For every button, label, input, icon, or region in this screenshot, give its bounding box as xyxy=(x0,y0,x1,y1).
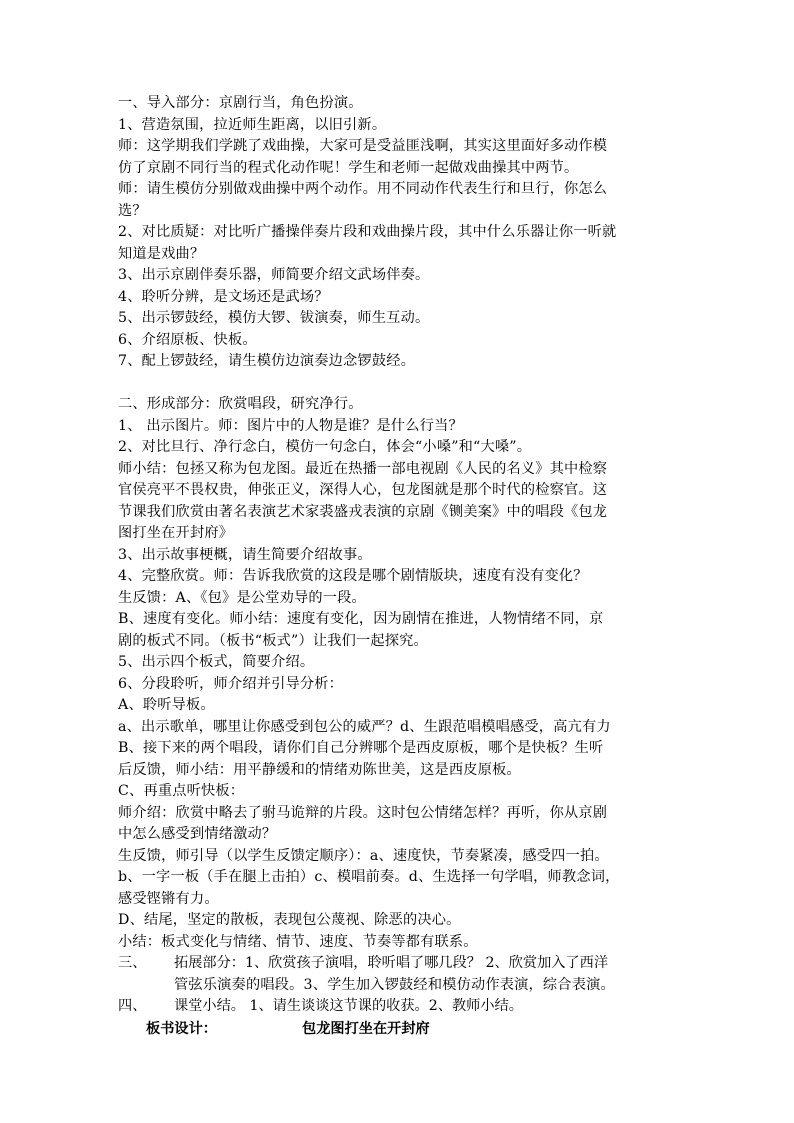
text-line: 2、对比旦行、净行念白，模仿一句念白，体会“小嗓”和“大嗓”。 xyxy=(118,439,532,455)
text-line: A、聆听导板。 xyxy=(118,697,215,713)
text-line: 二、形成部分：欣赏唱段，研究净行。 xyxy=(118,396,363,412)
text-line: 6、介绍原板、快板。 xyxy=(118,331,257,348)
text-line: 师介绍：欣赏中略去了驸马诡辩的片段。这时包公情绪怎样？再听，你从京剧 xyxy=(118,804,608,821)
section-three-line-2: 管弦乐演奏的唱段。3、学生加入锣鼓经和模仿动作表演，综合表演。 xyxy=(174,976,615,993)
text-line: 官侯亮平不畏权贵，伸张正义，深得人心，包龙图就是那个时代的检察官。这 xyxy=(118,482,608,498)
text-line: D、结尾，坚定的散板，表现包公蔑视、除恶的决心。 xyxy=(118,912,461,928)
section-four-number: 四、 xyxy=(118,998,147,1014)
section-four-text: 课堂小结。 1、请生谈谈这节课的收获。2、教师小结。 xyxy=(174,998,523,1014)
text-line: 师小结：包拯又称为包龙图。最近在热播一部电视剧《人民的名义》其中检察 xyxy=(118,460,608,477)
text-line: B、速度有变化。师小结：速度有变化，因为剧情在推进，人物情绪不同，京 xyxy=(118,611,604,627)
section-three-line-1: 拓展部分：1、欣赏孩子演唱，聆听唱了哪几段？ 2、欣赏加入了西洋 xyxy=(174,955,609,971)
blank-line xyxy=(118,373,678,395)
board-design-title: 包龙图打坐在开封府 xyxy=(302,1020,430,1037)
document-body xyxy=(118,93,678,1040)
text-line: 5、出示四个板式，简要介绍。 xyxy=(118,654,315,670)
section-three-row xyxy=(118,953,678,975)
text-line: C、再重点听快板： xyxy=(118,783,245,799)
section-three-number: 三、 xyxy=(118,955,147,971)
text-line: 小结：板式变化与情绪、情节、速度、节奏等都有联系。 xyxy=(118,933,478,950)
board-design-row xyxy=(118,1019,678,1041)
text-line: 6、分段聆听，师介绍并引导分析： xyxy=(118,675,344,692)
text-line: 1、 出示图片。师：图片中的人物是谁？是什么行当？ xyxy=(118,417,463,434)
text-line: 3、出示京剧伴奏乐器，师简要介绍文武场伴奏。 xyxy=(118,267,430,283)
text-line: 一、导入部分：京剧行当，角色扮演。 xyxy=(118,95,363,111)
text-line: 师：请生模仿分别做戏曲操中两个动作。用不同动作代表生行和旦行，你怎么 xyxy=(118,181,608,197)
text-line: B、接下来的两个唱段，请你们自己分辨哪个是西皮原板，哪个是快板？生听 xyxy=(118,740,604,756)
text-line: 中怎么感受到情绪激动？ xyxy=(118,826,277,842)
text-line: 图打坐在开封府》 xyxy=(118,525,234,541)
text-line: 4、聆听分辨，是文场还是武场？ xyxy=(118,288,329,305)
text-line: b、一字一板（手在腿上击拍）c、模唱前奏。d、生选择一句学唱，师教念词， xyxy=(118,869,620,885)
text-line: 选？ xyxy=(118,202,147,219)
text-line: 感受铿锵有力。 xyxy=(118,890,219,907)
section-four-row xyxy=(118,996,678,1018)
text-line: 仿了京剧不同行当的程式化动作呢！学生和老师一起做戏曲操其中两节。 xyxy=(118,159,579,176)
text-line: a、出示歌单，哪里让你感受到包公的威严？d、生跟范唱模唱感受，高亢有力 xyxy=(118,718,611,735)
text-line: 后反馈，师小结：用平静缓和的情绪劝陈世美，这是西皮原板。 xyxy=(118,761,521,778)
text-line: 剧的板式不同。（板书“板式”）让我们一起探究。 xyxy=(118,632,428,649)
text-line: 1、营造氛围，拉近师生距离，以旧引新。 xyxy=(118,116,387,133)
lesson-plan-lines xyxy=(118,93,678,953)
text-line: 2、对比质疑：对比听广播操伴奏片段和戏曲操片段，其中什么乐器让你一听就 xyxy=(118,224,617,240)
text-line: 5、出示锣鼓经，模仿大锣、钹演奏，师生互动。 xyxy=(118,310,430,326)
text-line: 4、完整欣赏。师：告诉我欣赏的这段是哪个剧情版块，速度有没有变化？ xyxy=(118,568,588,584)
text-line: 知道是戏曲？ xyxy=(118,245,205,262)
text-line: 3、出示故事梗概，请生简要介绍故事。 xyxy=(118,546,372,563)
text-line: 生反馈，师引导（以学生反馈定顺序）：a、速度快，节奏紧凑，感受四一拍。 xyxy=(118,847,609,864)
text-line: 节课我们欣赏由著名表演艺术家裘盛戎表演的京剧《铡美案》中的唱段《包龙 xyxy=(118,503,608,520)
text-line: 生反馈：A、《包》是公堂劝导的一段。 xyxy=(118,589,366,606)
text-line: 7、配上锣鼓经，请生模仿边演奏边念锣鼓经。 xyxy=(118,353,415,369)
text-line: 师：这学期我们学跳了戏曲操，大家可是受益匪浅啊，其实这里面好多动作模 xyxy=(118,138,608,154)
board-design-label: 板书设计： xyxy=(146,1020,217,1037)
